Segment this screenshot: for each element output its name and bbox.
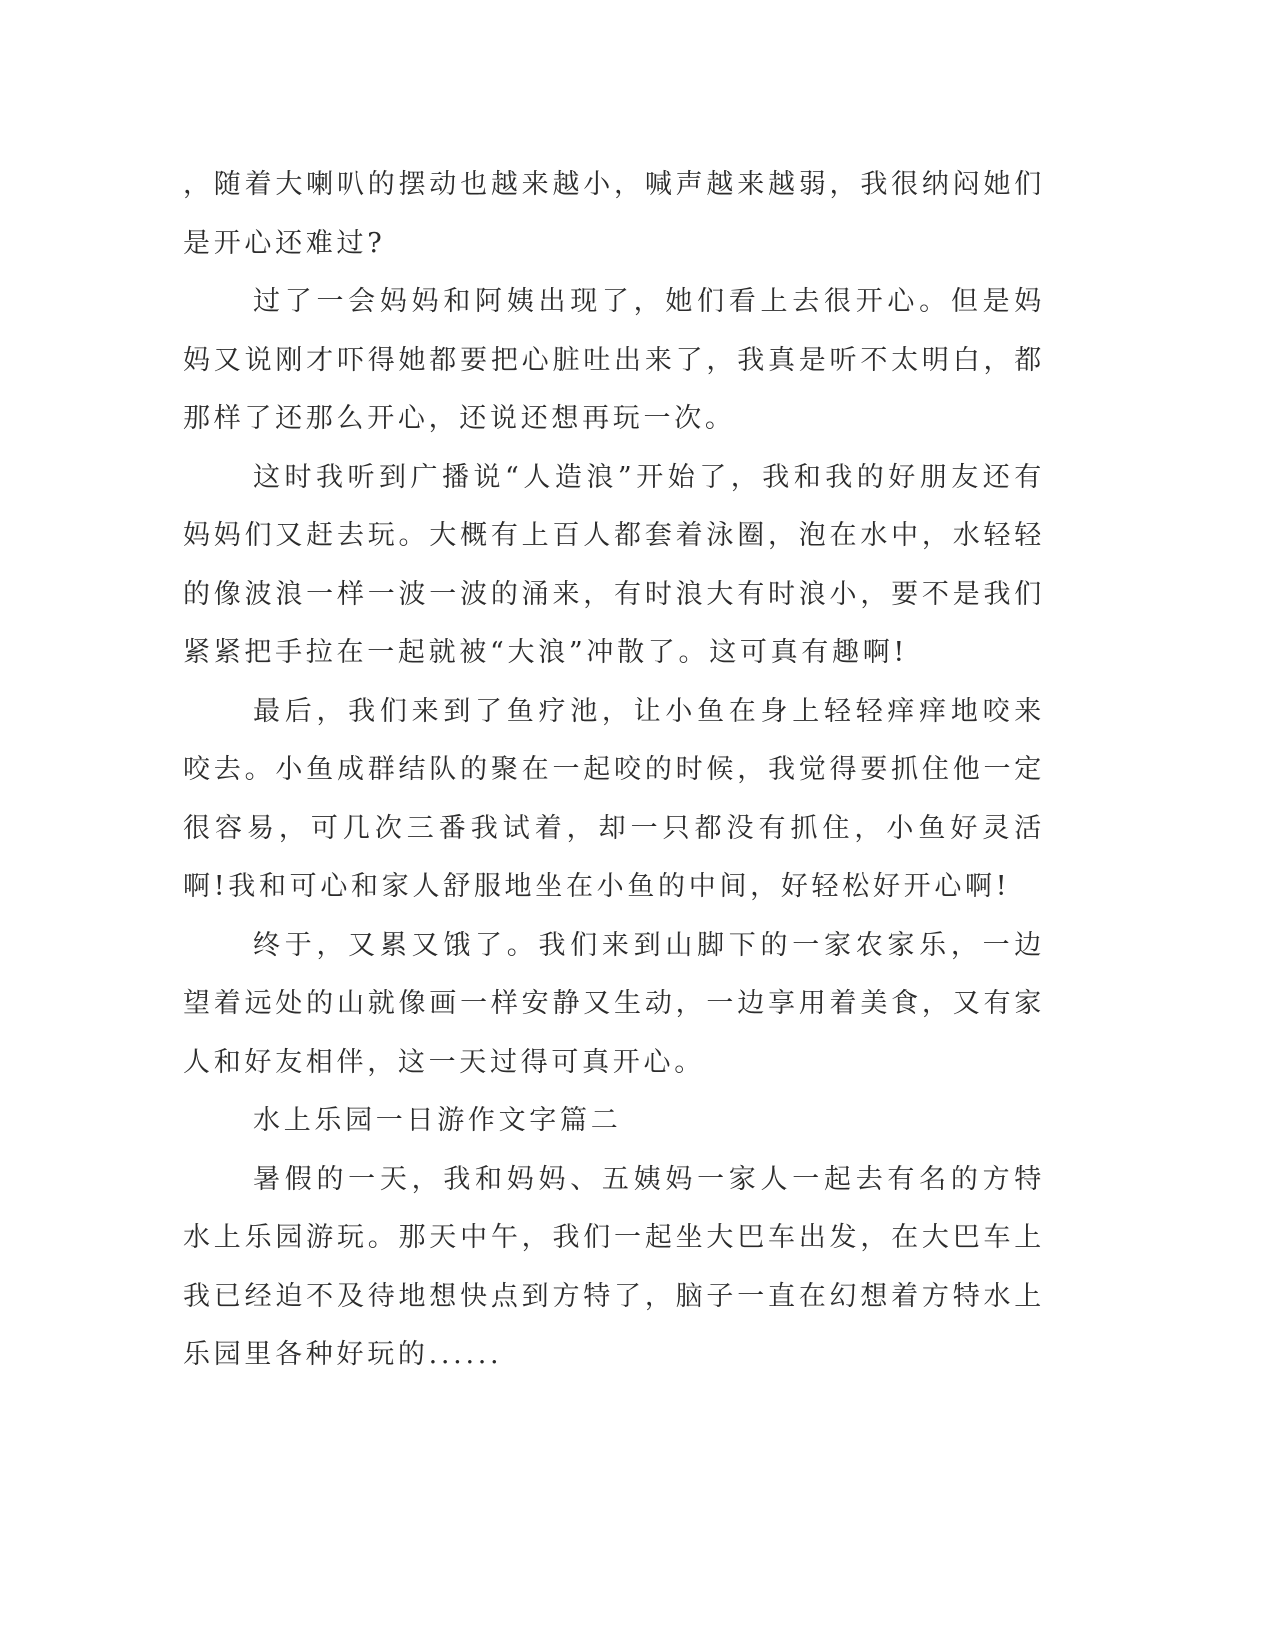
paragraph-continuation: ，随着大喇叭的摆动也越来越小，喊声越来越弱，我很纳闷她们是开心还难过? — [183, 169, 1045, 259]
paragraph: 这时我听到广播说“人造浪”开始了，我和我的好朋友还有妈妈们又赶去玩。大概有上百人都套着泳圈，泡在水中，水轻轻的像波浪一样一波一波的涌来，有时浪大有时浪小，要不是我们紧紧把手拉在一起就被“大浪”冲散了。这可真有趣啊! — [183, 461, 1045, 668]
document-body — [183, 156, 1045, 1385]
paragraph: 过了一会妈妈和阿姨出现了，她们看上去很开心。但是妈妈又说刚才吓得她都要把心脏吐出来了，我真是听不太明白，都那样了还那么开心，还说还想再玩一次。 — [183, 286, 1045, 434]
section-heading: 水上乐园一日游作文字篇二 — [253, 1105, 622, 1136]
paragraph: 最后，我们来到了鱼疗池，让小鱼在身上轻轻痒痒地咬来咬去。小鱼成群结队的聚在一起咬的时候，我觉得要抓住他一定很容易，可几次三番我试着，却一只都没有抓住，小鱼好灵活啊!我和可心和家人舒服地坐在小鱼的中间，好轻松好开心啊! — [183, 695, 1045, 902]
paragraph: 终于，又累又饿了。我们来到山脚下的一家农家乐，一边望着远处的山就像画一样安静又生动，一边享用着美食，又有家人和好友相伴，这一天过得可真开心。 — [183, 929, 1045, 1078]
paragraph: 暑假的一天，我和妈妈、五姨妈一家人一起去有名的方特水上乐园游玩。那天中午，我们一起坐大巴车出发，在大巴车上我已经迫不及待地想快点到方特了，脑子一直在幻想着方特水上乐园里各种好玩的...... — [183, 1163, 1045, 1370]
